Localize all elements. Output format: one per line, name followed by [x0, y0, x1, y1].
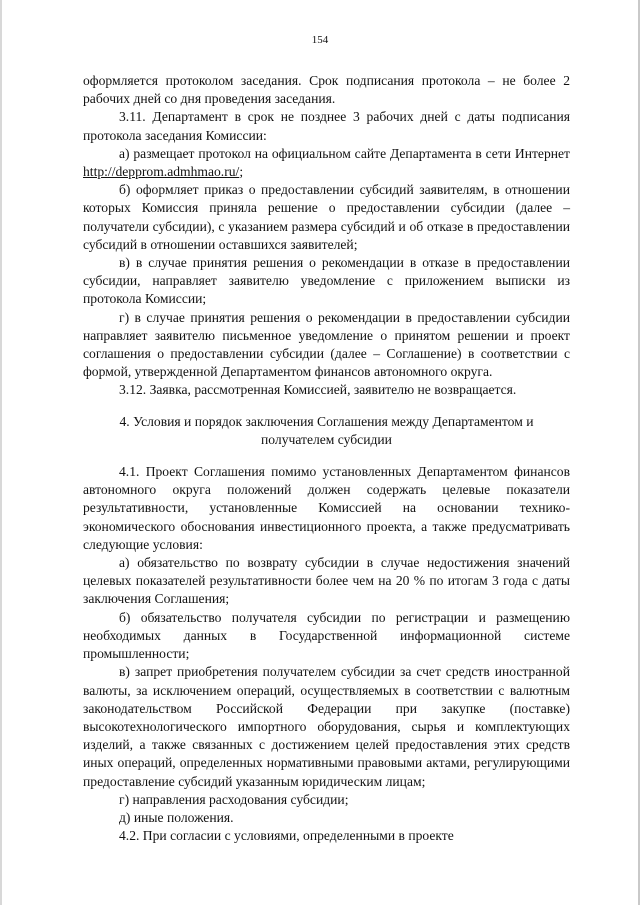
document-body — [83, 72, 570, 845]
paragraph-3-11-b: б) оформляет приказ о предоставлении субсидий заявителям, в отношении которых Комиссия приняла решение о предоставлении субсидии (далее – получатели субсидии), с указанием размера субсидий и об отказе в предоставлении субсидий в отношении оставшихся заявителей; — [83, 182, 570, 252]
paragraph-4-2: 4.2. При согласии с условиями, определенными в проекте — [119, 828, 454, 844]
paragraph-4-1-d: д) иные положения. — [119, 809, 234, 825]
website-link[interactable]: http://depprom.admhmao.ru/ — [83, 164, 240, 180]
section-4-heading: 4. Условия и порядок заключения Соглашения между Департаментом и получателем субсидии — [119, 413, 534, 447]
page-number: 154 — [311, 34, 329, 46]
paragraph-3-12: 3.12. Заявка, рассмотренная Комиссией, заявителю не возвращается. — [119, 382, 517, 398]
paragraph-3-11-a — [83, 145, 570, 181]
paragraph-3-11-a-tail: ; — [239, 164, 244, 180]
paragraph-protocol-signing: оформляется протоколом заседания. Срок подписания протокола – не более 2 рабочих дней со дня проведения заседания. — [83, 73, 570, 107]
page-left-edge — [0, 0, 2, 905]
paragraph-4-1-g: г) направления расходования субсидии; — [119, 791, 349, 807]
paragraph-4-1-a: а) обязательство по возврату субсидии в случае недостижения значений целевых показателей результативности более чем на 20 % по итогам 3 года с даты заключения Соглашения; — [83, 555, 570, 607]
paragraph-4-1-b: б) обязательство получателя субсидии по регистрации и размещению необходимых данных в Государственной информационной системе промышленности; — [83, 609, 570, 662]
paragraph-3-11: 3.11. Департамент в срок не позднее 3 рабочих дней с даты подписания протокола заседания Комиссии: — [83, 109, 570, 143]
paragraph-4-1-v: в) запрет приобретения получателем субсидии за счет средств иностранной валюты, за исключением операций, осуществляемых в соответствии с валютным законодательством Российской Федерации при закупке (поставке) высокотехнологического импортного оборудования, сырья и комплектующих изделий, а также связанных с достижением целей предоставления этих средств иных операций, определенных нормативными правовыми актами, регулирующими предоставление субсидий указанным юридическим лицам; — [83, 664, 570, 789]
paragraph-3-11-a-text: а) размещает протокол на официальном сайте Департамента в сети Интернет — [119, 145, 570, 161]
paragraph-4-1: 4.1. Проект Соглашения помимо установленных Департаментом финансов автономного округа положений должен содержать целевые показатели результативности, установленные Комиссией на основании технико-экономического обоснования инвестиционного проекта, а также предусматривать следующие условия: — [83, 464, 570, 552]
paragraph-3-11-g: г) в случае принятия решения о рекомендации в предоставлении субсидии направляет заявителю письменное уведомление о принятом решении и проект соглашения о предоставлении субсидии (далее – Соглашение) в соответствии с формой, утвержденной Департаментом финансов автономного округа. — [83, 309, 570, 380]
paragraph-3-11-v: в) в случае принятия решения о рекомендации в отказе в предоставлении субсидии, направляет заявителю уведомление с приложением выписки из протокола Комиссии; — [83, 255, 570, 307]
